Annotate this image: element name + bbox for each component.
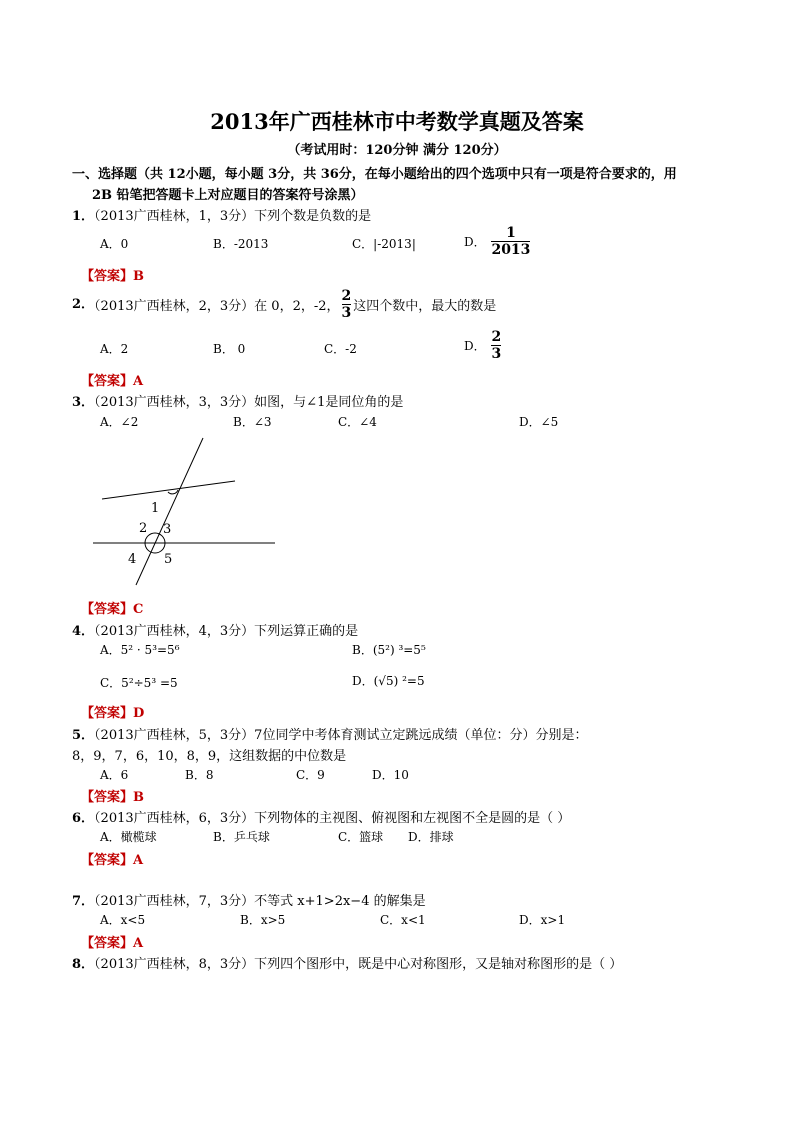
option-d: D．∠5 (519, 415, 559, 429)
fraction: $\frac{1}{2013}$ (491, 225, 531, 258)
question-text-cont: 这四个数中，最大的数是 (353, 299, 497, 314)
option-a: A．2 (100, 342, 129, 356)
label-5: 5 (164, 552, 173, 567)
option-d: D． $\frac{2}{3}$ (464, 329, 502, 362)
option-b: B．乒乓球 (213, 830, 270, 844)
label-1: 1 (151, 501, 160, 516)
question-text: （2013广西桂林，2，3分）在 0，2，-2， (94, 299, 340, 314)
question-text: （2013广西桂林，3，3分）如图，与∠1是同位角的是 (94, 395, 404, 410)
answer: 【答案】B (81, 269, 145, 284)
option-b: B．(5²) ³=5⁵ (352, 643, 426, 657)
option-a: A．0 (100, 237, 129, 251)
question-number: 7． (72, 894, 95, 909)
option-c: C．5²÷5³ =5 (100, 676, 178, 690)
question-1 (72, 205, 371, 224)
option-b: B．8 (185, 768, 214, 782)
option-b: B．x>5 (240, 913, 286, 927)
option-a: A．5² · 5³=5⁶ (100, 643, 180, 657)
label-2: 2 (139, 521, 148, 536)
question-text: （2013广西桂林，8，3分）下列四个图形中，既是中心对称图形，又是轴对称图形的是（ ） (94, 957, 623, 972)
label-4: 4 (128, 552, 137, 567)
option-a: A．x<5 (100, 913, 146, 927)
question-5 (72, 724, 587, 743)
question-8 (72, 953, 622, 972)
question-number: 5． (72, 728, 95, 743)
question-number: 2． (72, 297, 95, 312)
answer: 【答案】B (81, 790, 145, 805)
question-text: （2013广西桂林，6，3分）下列物体的主视图、俯视图和左视图不全是圆的是（ ） (94, 811, 571, 826)
option-c: C．∠4 (338, 415, 377, 429)
question-2 (72, 288, 496, 321)
answer: 【答案】D (81, 706, 145, 721)
question-text: （2013广西桂林，5，3分）7位同学中考体育测试立定跳远成绩（单位：分）分别是： (94, 728, 588, 743)
option-a: A．∠2 (100, 415, 139, 429)
section-heading-cont: 2B 铅笔把答题卡上对应题目的答案符号涂黑） (92, 188, 364, 203)
question-6 (72, 807, 570, 826)
page-title: 2013年广西桂林市中考数学真题及答案 (210, 109, 584, 134)
option-c: C．篮球 (338, 830, 384, 844)
question-text: （2013广西桂林，1，3分）下列个数是负数的是 (94, 209, 372, 224)
question-number: 6． (72, 811, 95, 826)
question-number: 8． (72, 957, 95, 972)
question-text: （2013广西桂林，4，3分）下列运算正确的是 (94, 624, 359, 639)
upper-line (102, 481, 235, 499)
question-7 (72, 890, 426, 909)
answer: 【答案】A (81, 374, 144, 389)
question-number: 4． (72, 624, 95, 639)
question-number: 3． (72, 395, 95, 410)
answer: 【答案】C (81, 602, 144, 617)
option-c: C．|-2013| (352, 237, 416, 251)
fraction: $\frac{2}{3}$ (341, 288, 352, 321)
question-5-cont: 8，9，7，6，10，8，9，这组数据的中位数是 (72, 749, 347, 764)
section-heading: 一、选择题（共 12小题，每小题 3分，共 36分，在每小题给出的四个选项中只有一项是符合要求的，用 (72, 167, 677, 182)
option-d: D．x>1 (519, 913, 566, 927)
option-c: C．-2 (324, 342, 357, 356)
exam-info: （考试用时：120分钟 满分 120分） (287, 143, 507, 158)
angle-1-arc (168, 490, 178, 494)
answer: 【答案】A (81, 853, 144, 868)
option-b: B．-2013 (213, 237, 269, 251)
option-d: D．(√5) ²=5 (352, 674, 425, 688)
option-b: B．∠3 (233, 415, 272, 429)
option-d: D．排球 (408, 830, 454, 844)
question-3 (72, 391, 403, 410)
option-d: D．10 (372, 768, 409, 782)
option-b: B． 0 (213, 342, 246, 356)
option-c: C．9 (296, 768, 325, 782)
fraction: $\frac{2}{3}$ (491, 329, 502, 362)
label-3: 3 (163, 522, 172, 537)
option-c: C．x<1 (380, 913, 426, 927)
answer: 【答案】A (81, 936, 144, 951)
question-4 (72, 620, 358, 639)
question-number: 1． (72, 209, 95, 224)
question-text: （2013广西桂林，7，3分）不等式 x+1>2x−4 的解集是 (94, 894, 426, 909)
option-a: A．6 (100, 768, 129, 782)
option-d: D． $\frac{1}{2013}$ (464, 225, 531, 258)
angle-figure (85, 430, 285, 590)
option-a: A．橄榄球 (100, 830, 157, 844)
